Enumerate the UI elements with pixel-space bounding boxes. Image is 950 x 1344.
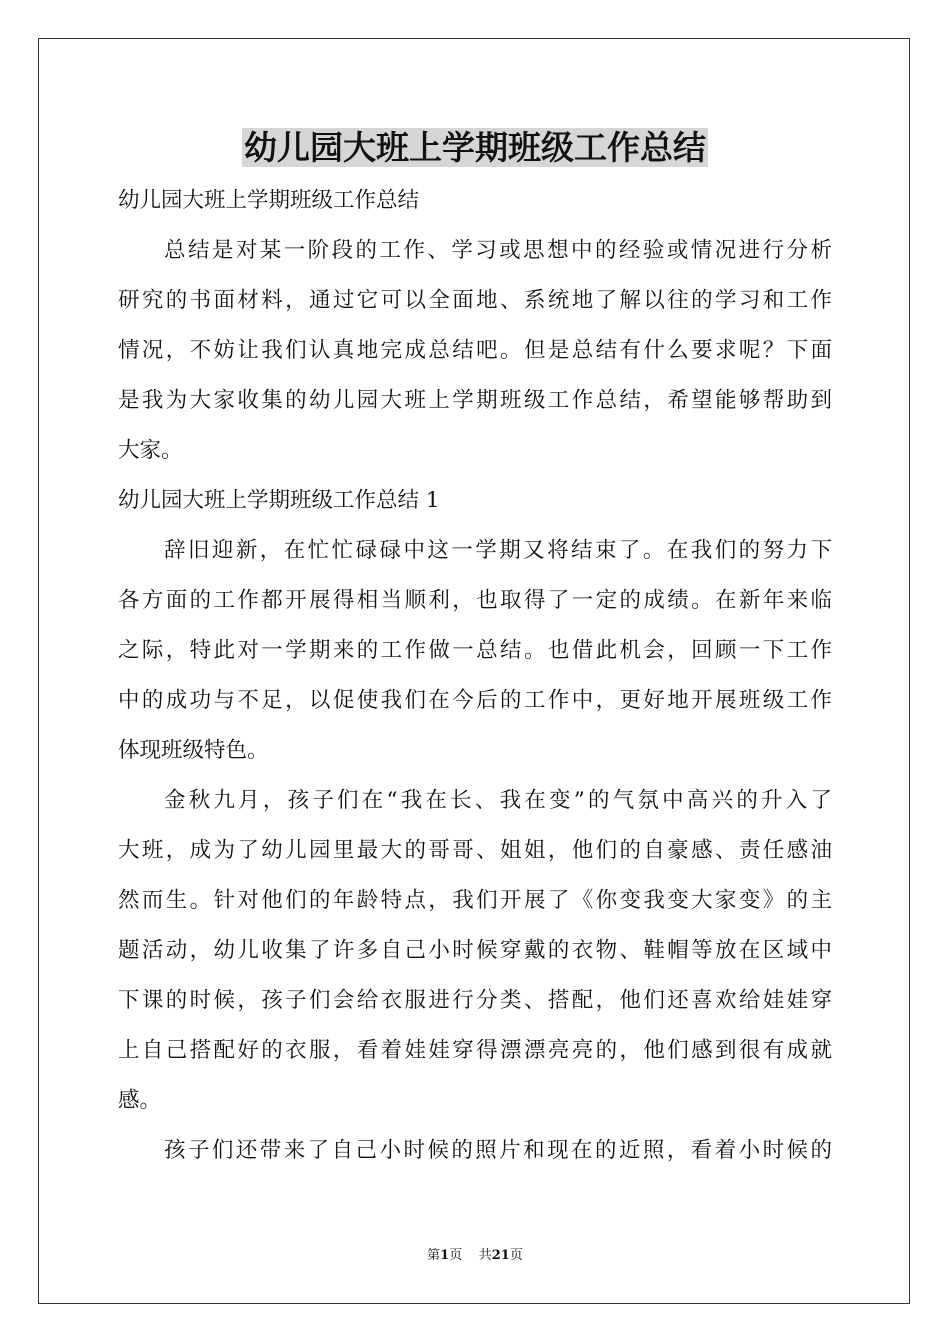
intro-line: 大家。 (118, 438, 183, 463)
paragraph-line: 各方面的工作都开展得相当顺利，也取得了一定的成绩。在新年来临 (118, 588, 832, 613)
footer-page-number: 1 (440, 1248, 450, 1263)
paragraph-line: 孩子们还带来了自己小时候的照片和现在的近照，看着小时候的 (164, 1138, 832, 1163)
paragraph-line: 中的成功与不足，以促使我们在今后的工作中，更好地开展班级工作 (118, 688, 832, 713)
intro-line: 情况，不妨让我们认真地完成总结吧。但是总结有什么要求呢？下面 (118, 338, 832, 363)
paragraph-line: 金秋九月，孩子们在“我在长、我在变”的气氛中高兴的升入了 (164, 788, 832, 813)
document-title-text: 幼儿园大班上学期班级工作总结 (244, 128, 706, 167)
footer-page-suffix: 页 (449, 1248, 463, 1263)
page-footer (0, 1247, 950, 1265)
intro-line: 研究的书面材料，通过它可以全面地、系统地了解以往的学习和工作 (118, 288, 832, 313)
paragraph-line: 感。 (118, 1088, 162, 1113)
paragraph-line: 题活动，幼儿收集了许多自己小时候穿戴的衣物、鞋帽等放在区域中 (118, 938, 832, 963)
paragraph-line: 下课的时候，孩子们会给衣服进行分类、搭配，他们还喜欢给娃娃穿 (118, 988, 832, 1013)
subheading: 幼儿园大班上学期班级工作总结 (118, 188, 420, 213)
footer-total-suffix: 页 (509, 1248, 523, 1263)
footer-total-pages: 21 (491, 1248, 510, 1263)
document-body (118, 176, 832, 1176)
section-heading: 幼儿园大班上学期班级工作总结 1 (118, 488, 440, 513)
paragraph-line: 体现班级特色。 (118, 738, 269, 763)
paragraph-line: 然而生。针对他们的年龄特点，我们开展了《你变我变大家变》的主 (118, 888, 832, 913)
footer-total-prefix: 共 (478, 1248, 492, 1263)
intro-line: 总结是对某一阶段的工作、学习或思想中的经验或情况进行分析 (164, 238, 832, 263)
footer-page-prefix: 第 (427, 1248, 441, 1263)
paragraph-line: 辞旧迎新，在忙忙碌碌中这一学期又将结束了。在我们的努力下 (164, 538, 832, 563)
paragraph-line: 上自己搭配好的衣服，看着娃娃穿得漂漂亮亮的，他们感到很有成就 (118, 1038, 832, 1063)
paragraph-line: 大班，成为了幼儿园里最大的哥哥、姐姐，他们的自豪感、责任感油 (118, 838, 832, 863)
document-title (0, 124, 950, 172)
paragraph-line: 之际，特此对一学期来的工作做一总结。也借此机会，回顾一下工作 (118, 638, 832, 663)
intro-line: 是我为大家收集的幼儿园大班上学期班级工作总结，希望能够帮助到 (118, 388, 832, 413)
